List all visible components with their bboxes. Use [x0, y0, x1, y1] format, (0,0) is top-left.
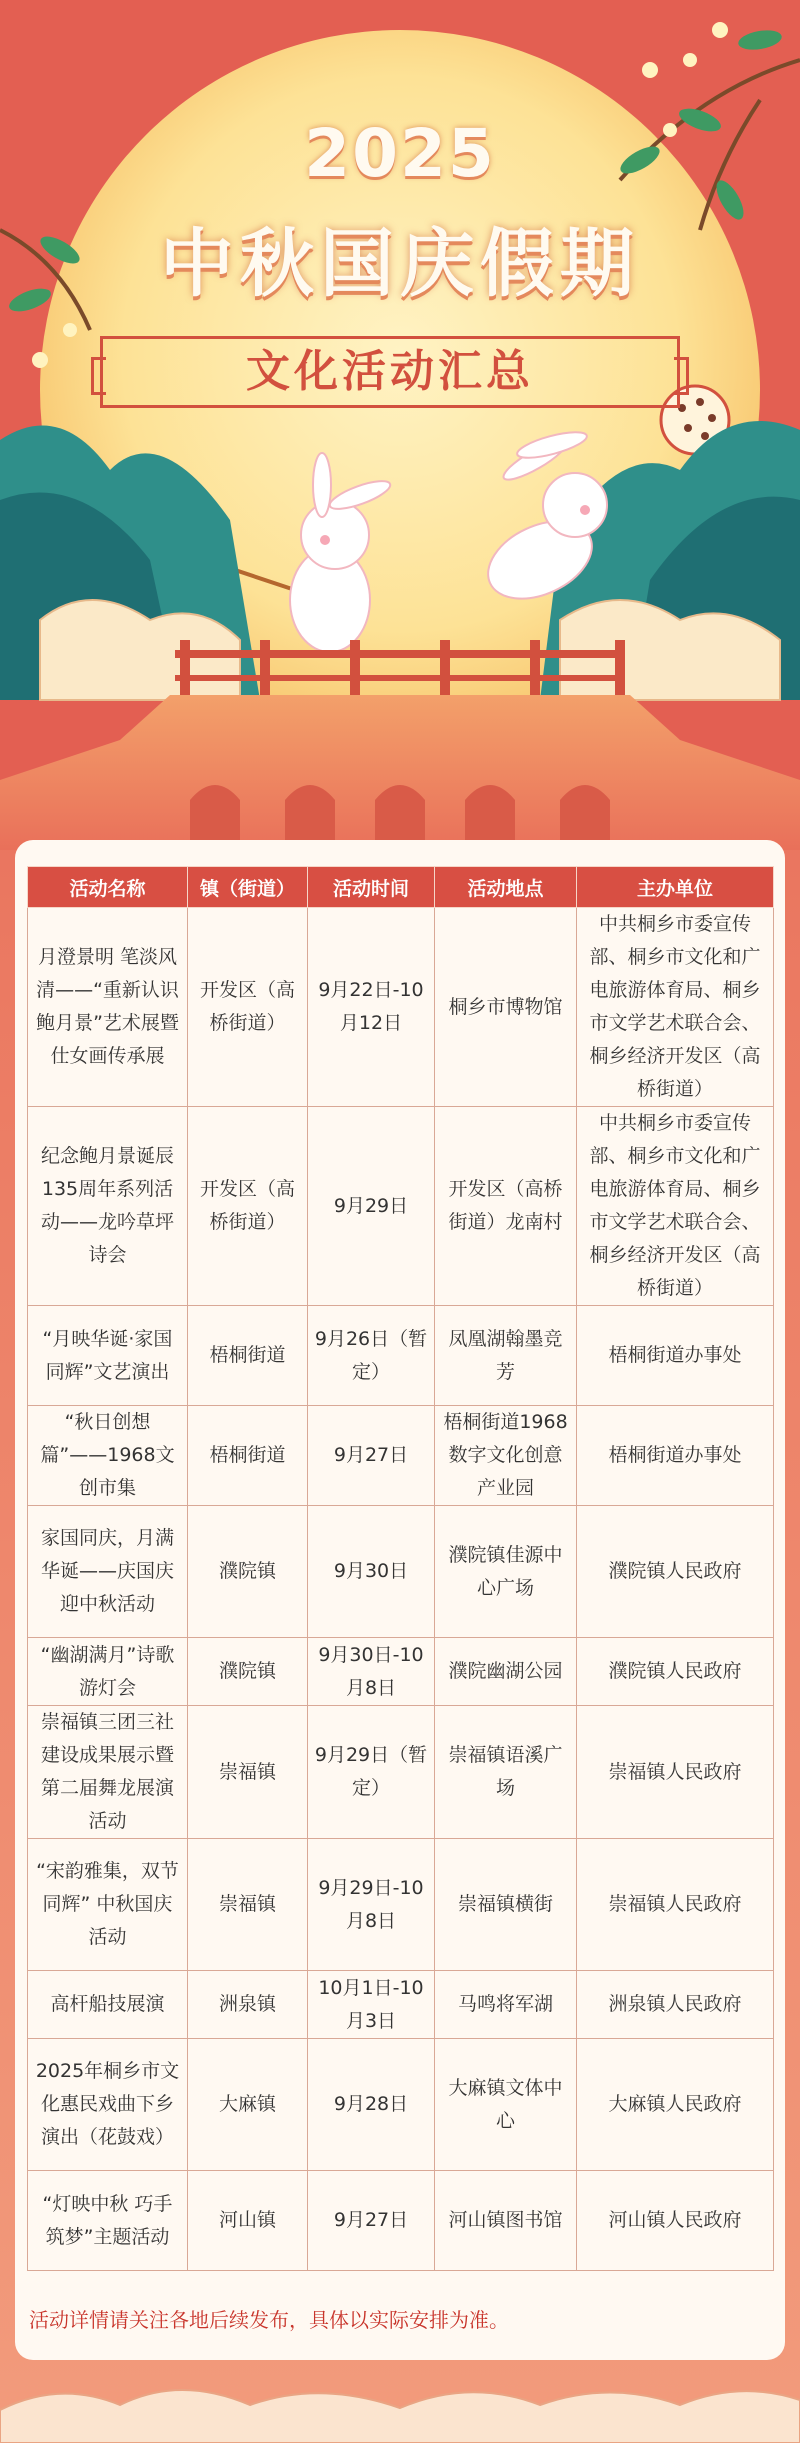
activity-organizer: 大麻镇人民政府 — [577, 2039, 774, 2171]
table-row — [28, 1306, 774, 1406]
activity-organizer: 濮院镇人民政府 — [577, 1506, 774, 1638]
activity-name: “幽湖满月”诗歌游灯会 — [28, 1638, 188, 1706]
title-year: 2025 — [304, 115, 496, 192]
table-row — [28, 908, 774, 1107]
table-row — [28, 1706, 774, 1839]
table-row — [28, 1406, 774, 1506]
activity-venue: 濮院镇佳源中心广场 — [435, 1506, 577, 1638]
activity-organizer: 河山镇人民政府 — [577, 2171, 774, 2271]
activity-time: 9月30日 — [308, 1506, 435, 1638]
activity-town: 崇福镇 — [188, 1839, 308, 1971]
page-subtitle: 文化活动汇总 — [246, 346, 534, 397]
hero-banner — [0, 0, 800, 850]
activity-organizer: 中共桐乡市委宣传部、桐乡市文化和广电旅游体育局、桐乡市文学艺术联合会、桐乡经济开发区（高桥街道） — [577, 908, 774, 1107]
activity-town: 洲泉镇 — [188, 1971, 308, 2039]
column-header: 活动名称 — [28, 867, 188, 908]
activity-time: 9月29日 — [308, 1107, 435, 1306]
activity-name: 2025年桐乡市文化惠民戏曲下乡演出（花鼓戏） — [28, 2039, 188, 2171]
activity-organizer: 梧桐街道办事处 — [577, 1306, 774, 1406]
activity-town: 梧桐街道 — [188, 1306, 308, 1406]
table-row — [28, 1971, 774, 2039]
activity-organizer: 濮院镇人民政府 — [577, 1638, 774, 1706]
activity-venue: 崇福镇语溪广场 — [435, 1706, 577, 1839]
activity-town: 崇福镇 — [188, 1706, 308, 1839]
activity-venue: 桐乡市博物馆 — [435, 908, 577, 1107]
footnote: 活动详情请关注各地后续发布，具体以实际安排为准。 — [29, 2308, 509, 2332]
activity-venue: 凤凰湖翰墨竞芳 — [435, 1306, 577, 1406]
activity-time: 10月1日-10月3日 — [308, 1971, 435, 2039]
activity-town: 大麻镇 — [188, 2039, 308, 2171]
subtitle-frame — [100, 336, 680, 408]
column-header: 活动地点 — [435, 867, 577, 908]
activity-venue: 大麻镇文体中心 — [435, 2039, 577, 2171]
activity-venue: 河山镇图书馆 — [435, 2171, 577, 2271]
bottom-cloud-decoration — [0, 2370, 800, 2443]
activity-organizer: 中共桐乡市委宣传部、桐乡市文化和广电旅游体育局、桐乡市文学艺术联合会、桐乡经济开发区（高桥街道） — [577, 1107, 774, 1306]
activity-organizer: 崇福镇人民政府 — [577, 1839, 774, 1971]
activity-time: 9月30日-10月8日 — [308, 1638, 435, 1706]
activity-time: 9月22日-10月12日 — [308, 908, 435, 1107]
activity-card — [15, 840, 785, 2360]
activity-venue: 濮院幽湖公园 — [435, 1638, 577, 1706]
activity-time: 9月28日 — [308, 2039, 435, 2171]
table-row — [28, 1839, 774, 1971]
column-header: 主办单位 — [577, 867, 774, 908]
activity-table — [27, 866, 774, 2271]
activity-name: “灯映中秋 巧手筑梦”主题活动 — [28, 2171, 188, 2271]
activity-name: 家国同庆，月满华诞——庆国庆 迎中秋活动 — [28, 1506, 188, 1638]
activity-name: 月澄景明 笔淡风清——“重新认识鲍月景”艺术展暨仕女画传承展 — [28, 908, 188, 1107]
activity-name: 纪念鲍月景诞辰135周年系列活动——龙吟草坪诗会 — [28, 1107, 188, 1306]
activity-venue: 梧桐街道1968数字文化创意产业园 — [435, 1406, 577, 1506]
table-header-row — [28, 867, 774, 908]
table-row — [28, 1107, 774, 1306]
activity-time: 9月29日-10月8日 — [308, 1839, 435, 1971]
activity-organizer: 洲泉镇人民政府 — [577, 1971, 774, 2039]
table-row — [28, 1506, 774, 1638]
activity-name: “秋日创想篇”——1968文创市集 — [28, 1406, 188, 1506]
activity-town: 河山镇 — [188, 2171, 308, 2271]
table-row — [28, 2039, 774, 2171]
activity-organizer: 梧桐街道办事处 — [577, 1406, 774, 1506]
column-header: 活动时间 — [308, 867, 435, 908]
activity-name: “宋韵雅集，双节同辉” 中秋国庆活动 — [28, 1839, 188, 1971]
activity-town: 开发区（高桥街道） — [188, 908, 308, 1107]
page-title: 中秋国庆假期 — [160, 221, 640, 307]
table-row — [28, 1638, 774, 1706]
column-header: 镇（街道） — [188, 867, 308, 908]
activity-venue: 开发区（高桥街道）龙南村 — [435, 1107, 577, 1306]
activity-name: “月映华诞·家国同辉”文艺演出 — [28, 1306, 188, 1406]
activity-town: 濮院镇 — [188, 1506, 308, 1638]
activity-name: 崇福镇三团三社建设成果展示暨第二届舞龙展演活动 — [28, 1706, 188, 1839]
activity-town: 梧桐街道 — [188, 1406, 308, 1506]
activity-name: 高杆船技展演 — [28, 1971, 188, 2039]
activity-time: 9月29日（暂定） — [308, 1706, 435, 1839]
activity-time: 9月26日（暂定） — [308, 1306, 435, 1406]
activity-time: 9月27日 — [308, 2171, 435, 2271]
activity-venue: 崇福镇横街 — [435, 1839, 577, 1971]
activity-time: 9月27日 — [308, 1406, 435, 1506]
activity-venue: 马鸣将军湖 — [435, 1971, 577, 2039]
activity-town: 濮院镇 — [188, 1638, 308, 1706]
activity-organizer: 崇福镇人民政府 — [577, 1706, 774, 1839]
table-row — [28, 2171, 774, 2271]
activity-town: 开发区（高桥街道） — [188, 1107, 308, 1306]
